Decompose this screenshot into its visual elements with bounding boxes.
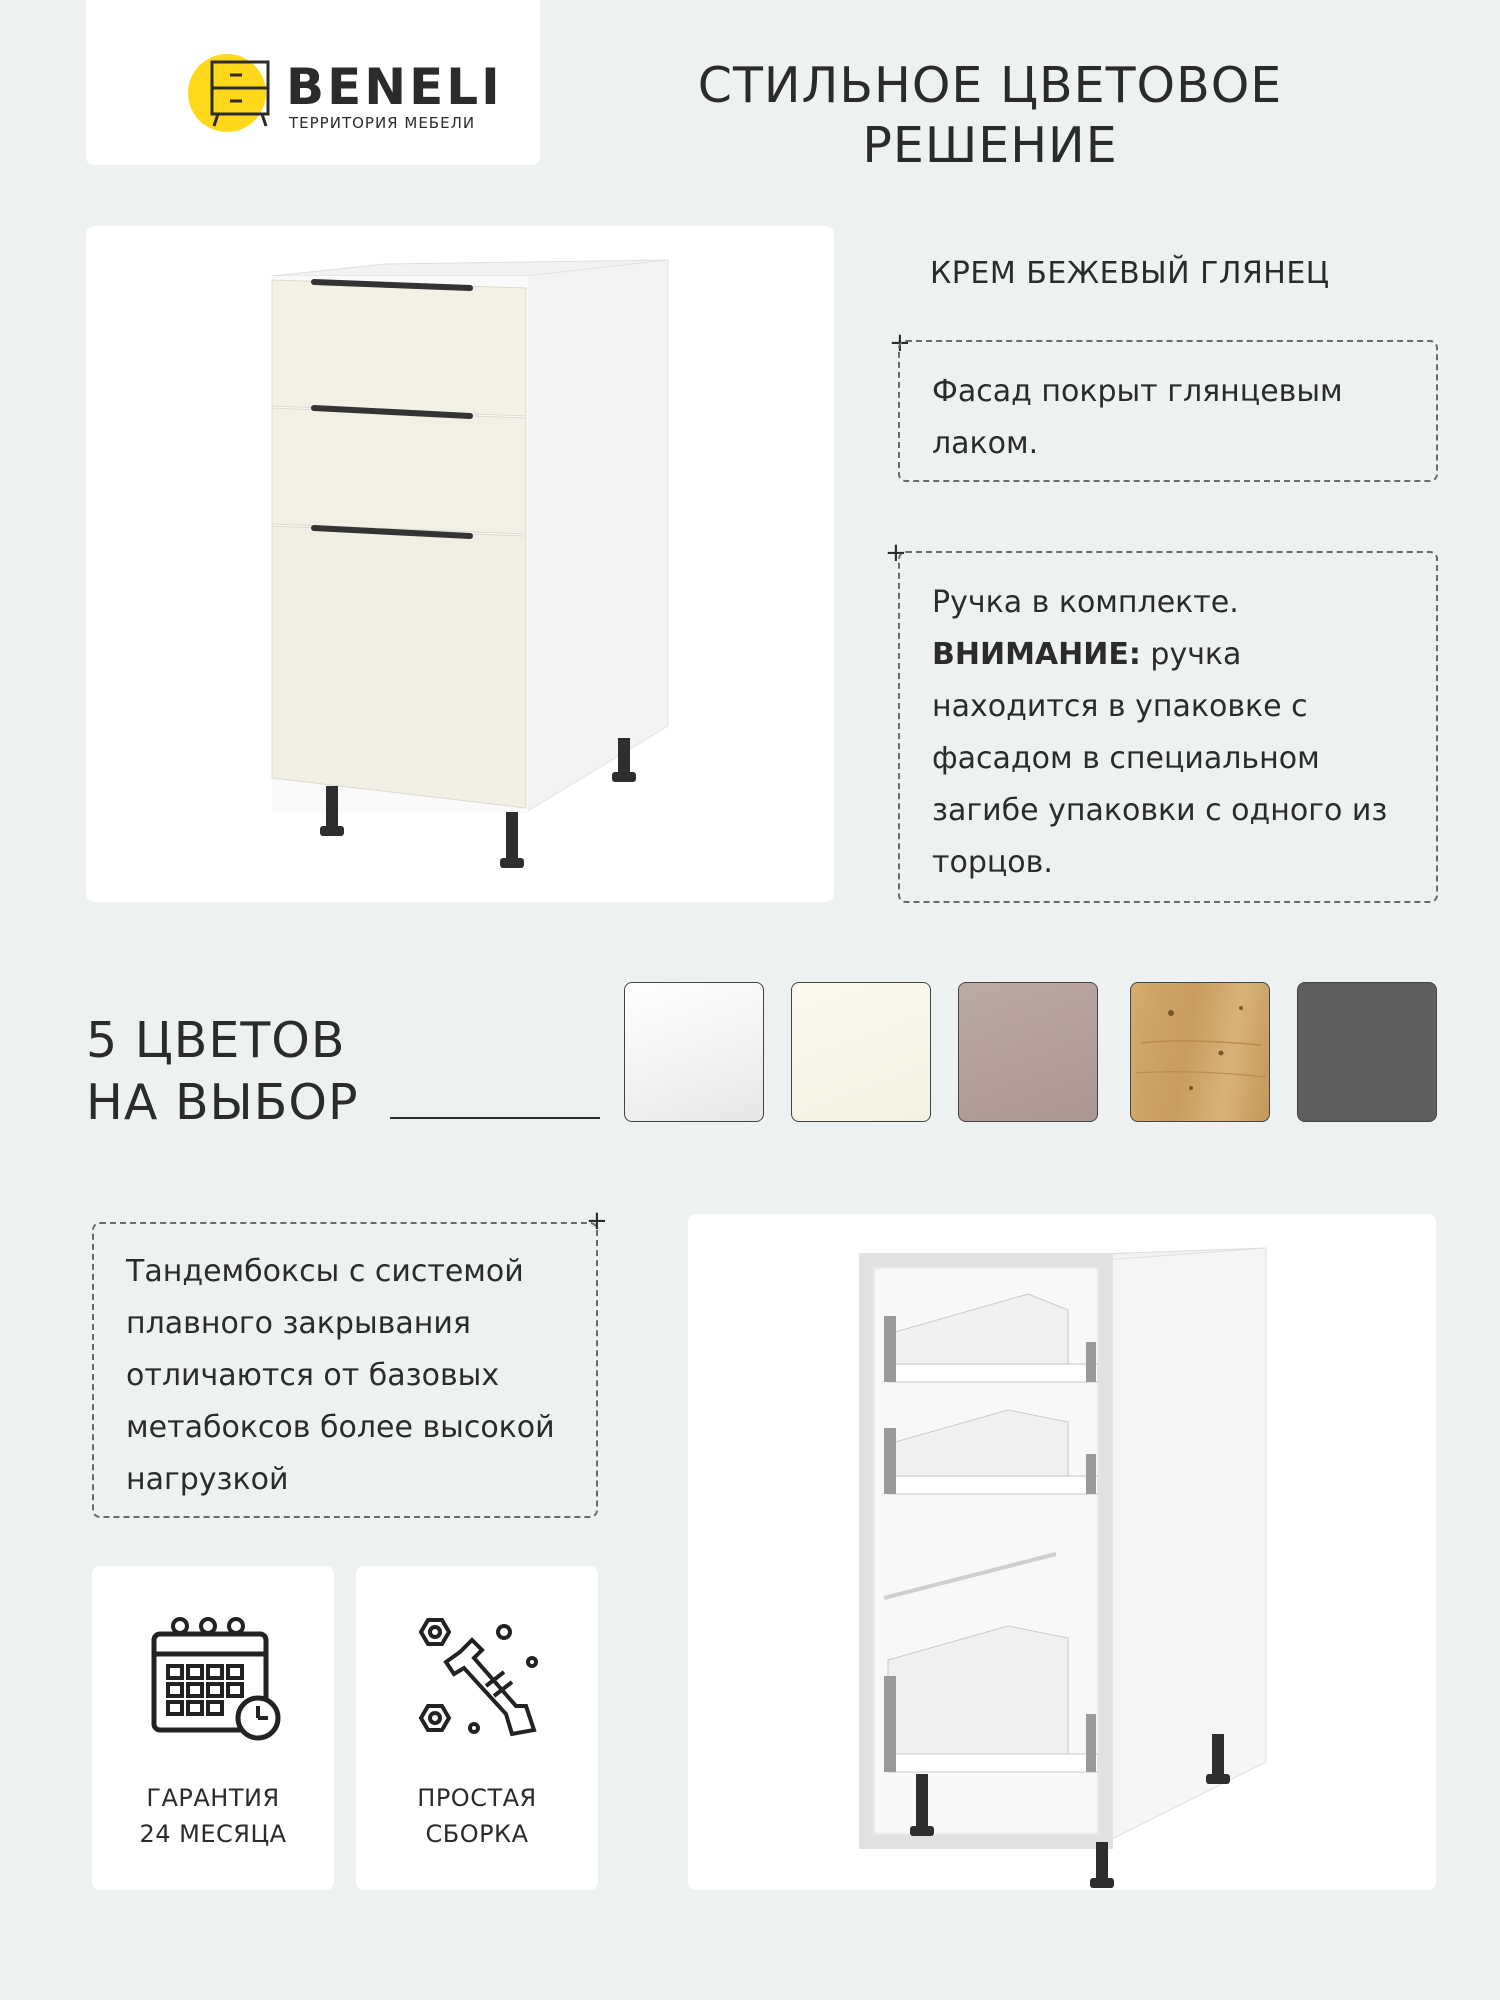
brand-name: BENELI xyxy=(286,58,503,116)
colors-heading-line-1: 5 ЦВЕТОВ xyxy=(86,1012,346,1069)
headline-line-2: РЕШЕНИЕ xyxy=(862,117,1118,174)
wrench-nuts-icon xyxy=(408,1610,548,1750)
wood-grain-texture xyxy=(1131,983,1268,1120)
colors-underline xyxy=(390,1117,600,1119)
handle-note-intro: Ручка в комплекте. xyxy=(932,585,1239,620)
feature-warranty xyxy=(92,1566,334,1890)
plus-icon: + xyxy=(889,328,911,358)
handle-warning-label: ВНИМАНИЕ: xyxy=(932,637,1141,672)
feature-warranty-label xyxy=(92,1780,334,1852)
feature-warranty-line-1: ГАРАНТИЯ xyxy=(146,1784,280,1812)
colors-heading xyxy=(86,1010,359,1134)
swatch-cappuccino[interactable] xyxy=(958,982,1098,1122)
cabinet-open-image xyxy=(688,1214,1436,1890)
dresser-logo-icon xyxy=(204,58,286,130)
swatch-white-gloss[interactable] xyxy=(624,982,764,1122)
gloss-note xyxy=(898,340,1438,482)
plus-icon: + xyxy=(586,1206,608,1236)
brand-tagline: ТЕРРИТОРИЯ МЕБЕЛИ xyxy=(289,114,476,132)
calendar-clock-icon xyxy=(144,1610,284,1750)
tandembox-note xyxy=(92,1222,598,1518)
product-image-card xyxy=(86,226,834,902)
product-image-card-open xyxy=(688,1214,1436,1890)
feature-assembly-line-2: СБОРКА xyxy=(425,1820,529,1848)
color-name: КРЕМ БЕЖЕВЫЙ ГЛЯНЕЦ xyxy=(930,256,1330,291)
gloss-note-text: Фасад покрыт глянцевым лаком. xyxy=(932,374,1343,461)
colors-heading-line-2: НА ВЫБОР xyxy=(86,1074,359,1131)
feature-warranty-line-2: 24 МЕСЯЦА xyxy=(139,1820,287,1848)
tandembox-note-text: Тандембоксы с системой плавного закрывания отличаются от базовых метабоксов более высокой нагрузкой xyxy=(126,1254,555,1497)
feature-assembly-label xyxy=(356,1780,598,1852)
handle-warning-text: ручка находится в упаковке с фасадом в специальном загибе упаковки с одного из торцов. xyxy=(932,637,1388,880)
cabinet-closed-image xyxy=(86,226,834,902)
plus-icon: + xyxy=(885,538,907,568)
swatch-cream-beige-gloss[interactable] xyxy=(791,982,931,1122)
feature-assembly xyxy=(356,1566,598,1890)
handle-note xyxy=(898,551,1438,903)
page-headline xyxy=(600,56,1380,176)
logo-card xyxy=(86,0,540,165)
swatch-graphite[interactable] xyxy=(1297,982,1437,1122)
swatch-artisan-oak[interactable] xyxy=(1130,982,1270,1122)
headline-line-1: СТИЛЬНОЕ ЦВЕТОВОЕ xyxy=(697,57,1283,114)
feature-assembly-line-1: ПРОСТАЯ xyxy=(417,1784,537,1812)
